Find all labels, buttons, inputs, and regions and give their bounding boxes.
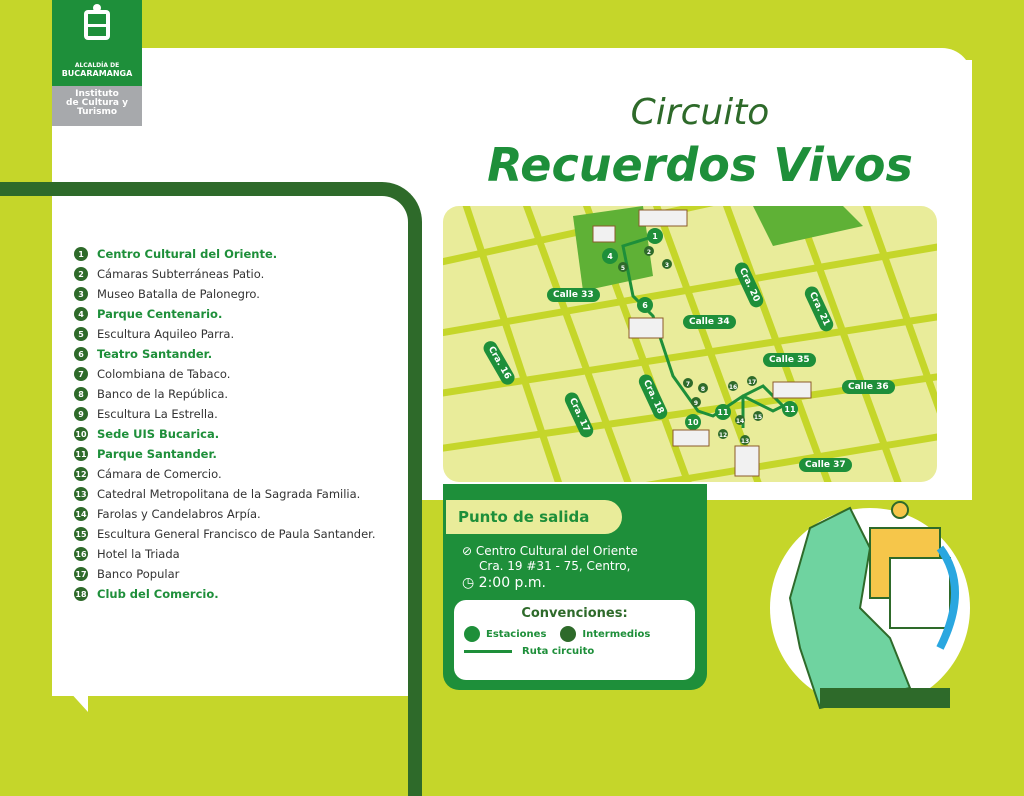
stop-number-icon: 9 bbox=[74, 407, 88, 421]
stop-name: Escultura La Estrella. bbox=[97, 407, 218, 421]
marker-16: 16 bbox=[728, 384, 738, 391]
title-line1: Circuito bbox=[630, 92, 770, 133]
stop-number-icon: 8 bbox=[74, 387, 88, 401]
stop-item bbox=[74, 364, 394, 384]
stop-name: Escultura Aquileo Parra. bbox=[97, 327, 235, 341]
stop-item bbox=[74, 324, 394, 344]
check-icon: ⊘ bbox=[462, 544, 473, 558]
start-details bbox=[462, 544, 638, 591]
street-cra-20: Cra. 20 bbox=[733, 260, 766, 310]
title-line2: Recuerdos Vivos bbox=[487, 138, 913, 192]
start-time: 2:00 p.m. bbox=[478, 575, 546, 591]
map-streets bbox=[443, 206, 937, 482]
stop-name: Catedral Metropolitana de la Sagrada Familia. bbox=[97, 487, 361, 501]
stop-name: Club del Comercio. bbox=[97, 587, 219, 601]
station-dot-icon bbox=[464, 626, 480, 642]
marker-13: 13 bbox=[740, 438, 750, 445]
stop-item bbox=[74, 524, 394, 544]
coat-of-arms-icon bbox=[52, 0, 142, 58]
street-calle-34: Calle 34 bbox=[683, 315, 736, 329]
inst-line2: de Cultura y bbox=[66, 98, 128, 108]
marker-14: 14 bbox=[735, 418, 745, 425]
stop-name: Parque Santander. bbox=[97, 447, 217, 461]
legend bbox=[454, 600, 695, 680]
monument-illustration bbox=[760, 488, 980, 718]
start-heading: Punto de salida bbox=[446, 500, 622, 534]
stop-number-icon: 13 bbox=[74, 487, 88, 501]
stop-item bbox=[74, 344, 394, 364]
stop-item bbox=[74, 384, 394, 404]
street-cra-17: Cra. 17 bbox=[563, 390, 596, 440]
marker-10: 10 bbox=[687, 418, 699, 427]
stop-name: Sede UIS Bucarica. bbox=[97, 427, 220, 441]
street-calle-37: Calle 37 bbox=[799, 458, 852, 472]
stop-item bbox=[74, 244, 394, 264]
stop-number-icon: 5 bbox=[74, 327, 88, 341]
legend-stations: Estaciones bbox=[486, 628, 547, 640]
street-cra-18: Cra. 18 bbox=[637, 372, 670, 422]
marker-11a: 11 bbox=[717, 408, 729, 417]
stop-number-icon: 4 bbox=[74, 307, 88, 321]
marker-3: 3 bbox=[664, 262, 670, 269]
legend-route: Ruta circuito bbox=[522, 646, 595, 657]
stop-name: Teatro Santander. bbox=[97, 347, 213, 361]
stop-number-icon: 12 bbox=[74, 467, 88, 481]
marker-5: 5 bbox=[620, 265, 626, 272]
stop-number-icon: 7 bbox=[74, 367, 88, 381]
start-address: Cra. 19 #31 - 75, Centro, bbox=[479, 559, 631, 573]
stop-number-icon: 17 bbox=[74, 567, 88, 581]
clock-icon: ◷ bbox=[462, 575, 475, 591]
marker-7: 7 bbox=[685, 381, 691, 388]
marker-2: 2 bbox=[646, 249, 652, 256]
stop-name: Banco de la República. bbox=[97, 387, 229, 401]
stop-item bbox=[74, 544, 394, 564]
route-map[interactable] bbox=[443, 206, 937, 482]
stop-name: Parque Centenario. bbox=[97, 307, 223, 321]
stop-name: Cámara de Comercio. bbox=[97, 467, 222, 481]
stop-name: Banco Popular bbox=[97, 567, 180, 581]
stop-name: Colombiana de Tabaco. bbox=[97, 367, 231, 381]
logo-line1: ALCALDÍA DE bbox=[74, 62, 120, 69]
intermediate-dot-icon bbox=[560, 626, 576, 642]
stop-item bbox=[74, 464, 394, 484]
stop-name: Museo Batalla de Palonegro. bbox=[97, 287, 260, 301]
legend-intermediate: Intermedios bbox=[582, 628, 651, 640]
stop-item bbox=[74, 504, 394, 524]
stop-item bbox=[74, 264, 394, 284]
stop-number-icon: 10 bbox=[74, 427, 88, 441]
bubble-tail bbox=[68, 690, 88, 712]
stop-name: Farolas y Candelabros Arpía. bbox=[97, 507, 261, 521]
marker-12: 12 bbox=[718, 432, 728, 439]
stop-item bbox=[74, 564, 394, 584]
logo-line2: BUCARAMANGA bbox=[61, 69, 133, 78]
route-line-icon bbox=[464, 650, 512, 653]
stop-number-icon: 16 bbox=[74, 547, 88, 561]
street-calle-35: Calle 35 bbox=[763, 353, 816, 367]
stop-name: Centro Cultural del Oriente. bbox=[97, 247, 278, 261]
instituto-logo bbox=[52, 86, 142, 126]
stop-item bbox=[74, 444, 394, 464]
stop-name: Cámaras Subterráneas Patio. bbox=[97, 267, 265, 281]
stop-item bbox=[74, 404, 394, 424]
street-cra-21: Cra. 21 bbox=[803, 284, 836, 334]
street-calle-33: Calle 33 bbox=[547, 288, 600, 302]
start-place: Centro Cultural del Oriente bbox=[475, 544, 638, 558]
marker-6: 6 bbox=[642, 301, 648, 310]
stop-item bbox=[74, 304, 394, 324]
stop-item bbox=[74, 284, 394, 304]
stop-number-icon: 18 bbox=[74, 587, 88, 601]
marker-4: 4 bbox=[607, 252, 613, 261]
alcaldia-logo bbox=[52, 0, 142, 86]
marker-11b: 11 bbox=[784, 405, 796, 414]
inst-line3: Turismo bbox=[77, 107, 117, 117]
stop-number-icon: 3 bbox=[74, 287, 88, 301]
inst-line1: Instituto bbox=[75, 89, 119, 99]
marker-15: 15 bbox=[753, 414, 763, 421]
stop-number-icon: 6 bbox=[74, 347, 88, 361]
stop-item bbox=[74, 584, 394, 604]
stop-number-icon: 15 bbox=[74, 527, 88, 541]
marker-9: 9 bbox=[693, 400, 699, 407]
marker-17: 17 bbox=[747, 379, 757, 386]
street-cra-16: Cra. 16 bbox=[481, 339, 517, 388]
legend-title: Convenciones: bbox=[521, 606, 628, 621]
marker-8: 8 bbox=[700, 386, 706, 393]
marker-1: 1 bbox=[652, 232, 658, 241]
stop-name: Escultura General Francisco de Paula Santander. bbox=[97, 527, 376, 541]
stop-number-icon: 1 bbox=[74, 247, 88, 261]
stop-item bbox=[74, 424, 394, 444]
stop-number-icon: 14 bbox=[74, 507, 88, 521]
stop-number-icon: 11 bbox=[74, 447, 88, 461]
stop-number-icon: 2 bbox=[74, 267, 88, 281]
street-calle-36: Calle 36 bbox=[842, 380, 895, 394]
stop-list bbox=[74, 244, 394, 604]
stop-item bbox=[74, 484, 394, 504]
stop-name: Hotel la Triada bbox=[97, 547, 180, 561]
